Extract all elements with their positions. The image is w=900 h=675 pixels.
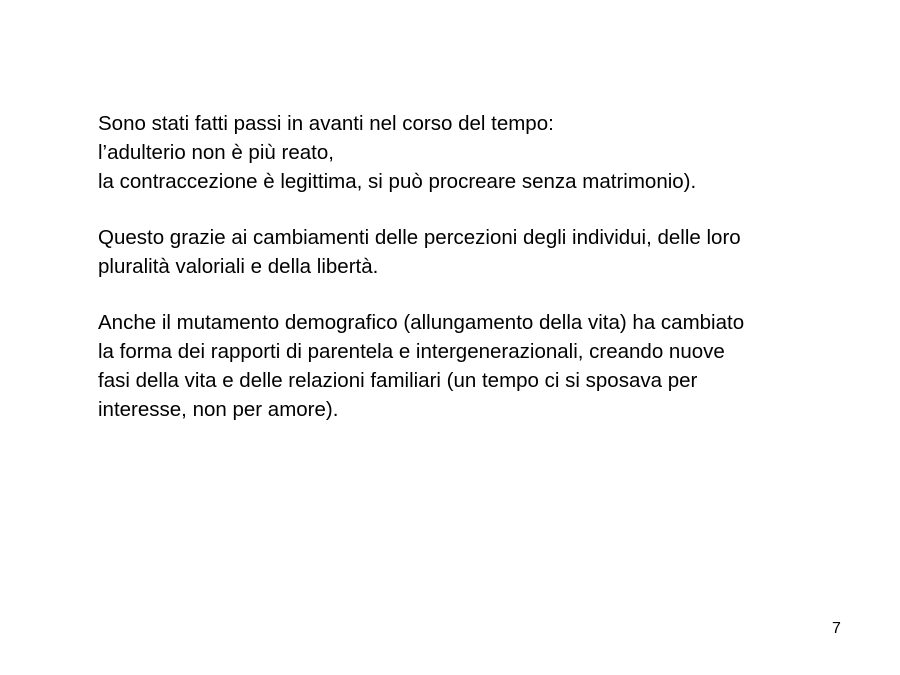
text-line: pluralità valoriali e della libertà.	[98, 255, 379, 278]
paragraph-progress	[98, 109, 858, 196]
text-line: Sono stati fatti passi in avanti nel corso del tempo:	[98, 112, 554, 135]
paragraph-perceptions	[98, 223, 858, 281]
text-line: Questo grazie ai cambiamenti delle percezioni degli individui, delle loro	[98, 226, 741, 249]
text-line: la forma dei rapporti di parentela e intergenerazionali, creando nuove	[98, 340, 725, 363]
page-number: 7	[832, 620, 841, 637]
text-line: l’adulterio non è più reato,	[98, 141, 334, 164]
text-line: fasi della vita e delle relazioni familiari (un tempo ci si sposava per	[98, 369, 698, 392]
paragraph-demographics	[98, 308, 858, 424]
slide-body	[98, 109, 858, 451]
text-line: Anche il mutamento demografico (allungamento della vita) ha cambiato	[98, 311, 745, 334]
text-line: interesse, non per amore).	[98, 398, 339, 421]
text-line: la contraccezione è legittima, si può procreare senza matrimonio).	[98, 170, 697, 193]
